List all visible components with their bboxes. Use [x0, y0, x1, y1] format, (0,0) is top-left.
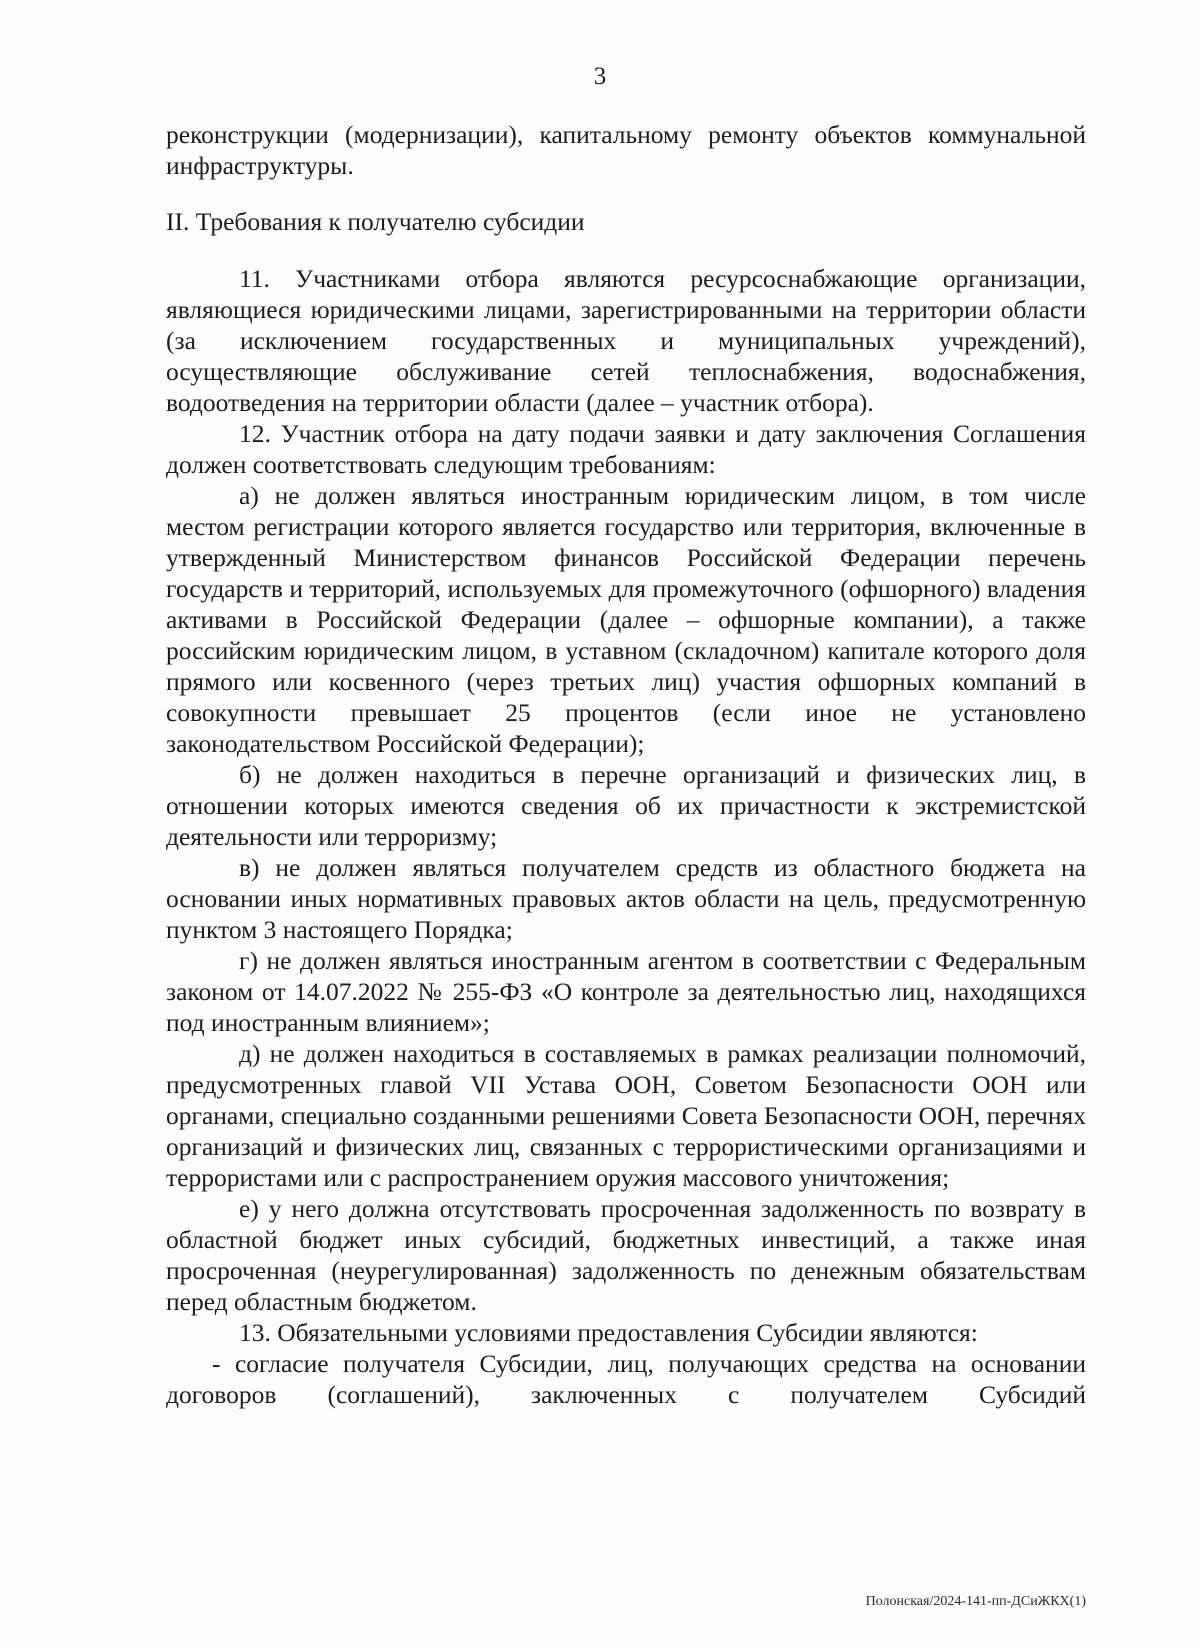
document-body	[166, 119, 1086, 1410]
subitem-d: д) не должен находиться в составляемых в рамках реализации полномочий, предусмотренных главой VII Устава ООН, Советом Безопасности ООН или органами, специально созданными решениями Совета Безопасности ООН, перечнях организаций и физических лиц, связанных с террористическими организациями и террористами или с распространением оружия массового уничтожения;	[166, 1039, 1086, 1192]
paragraph-12: 12. Участник отбора на дату подачи заявки и дату заключения Соглашения должен соответствовать следующим требованиям:	[166, 419, 1086, 479]
dash-item: - согласие получателя Субсидии, лиц, получающих средства на основании договоров (соглашений), заключенных с получателем Субсидий	[166, 1349, 1086, 1409]
document-footer-code: Полонская/2024-141-пп-ДСиЖКХ(1)	[865, 1594, 1086, 1609]
subitem-b: б) не должен находиться в перечне организаций и физических лиц, в отношении которых имеются сведения об их причастности к экстремистской деятельности или терроризму;	[166, 760, 1086, 851]
subitem-v: в) не должен являться получателем средств из областного бюджета на основании иных нормативных правовых актов области на цель, предусмотренную пунктом 3 настоящего Порядка;	[166, 853, 1086, 944]
subitem-e: е) у него должна отсутствовать просроченная задолженность по возврату в областной бюджет иных субсидий, бюджетных инвестиций, а также иная просроченная (неурегулированная) задолженность по денежным обязательствам перед областным бюджетом.	[166, 1194, 1086, 1316]
paragraph-13: 13. Обязательными условиями предоставления Субсидии являются:	[239, 1318, 978, 1347]
paragraph-11: 11. Участниками отбора являются ресурсоснабжающие организации, являющиеся юридическими лицами, зарегистрированными на территории области (за исключением государственных и муниципальных учреждений), осуществляющие обслуживание сетей теплоснабжения, водоснабжения, водоотведения на территории области (далее – участник отбора).	[166, 264, 1086, 417]
section-heading: II. Требования к получателю субсидии	[166, 207, 585, 236]
paragraph-continuation: реконструкции (модернизации), капитальному ремонту объектов коммунальной инфраструктуры.	[166, 120, 1086, 180]
subitem-a: а) не должен являться иностранным юридическим лицом, в том числе местом регистрации которого является государство или территория, включенные в утвержденный Министерством финансов Российской Федерации перечень государств и территорий, используемых для промежуточного (офшорного) владения активами в Российской Федерации (далее – офшорные компании), а также российским юридическим лицом, в уставном (складочном) капитале которого доля прямого или косвенного (через третьих лиц) участия офшорных компаний в совокупности превышает 25 процентов (если иное не установлено законодательством Российской Федерации);	[166, 481, 1086, 758]
subitem-g: г) не должен являться иностранным агентом в соответствии с Федеральным законом от 14.07.2022 № 255-ФЗ «О контроле за деятельностью лиц, находящихся под иностранным влиянием»;	[166, 946, 1086, 1037]
page-number: 3	[593, 63, 607, 90]
